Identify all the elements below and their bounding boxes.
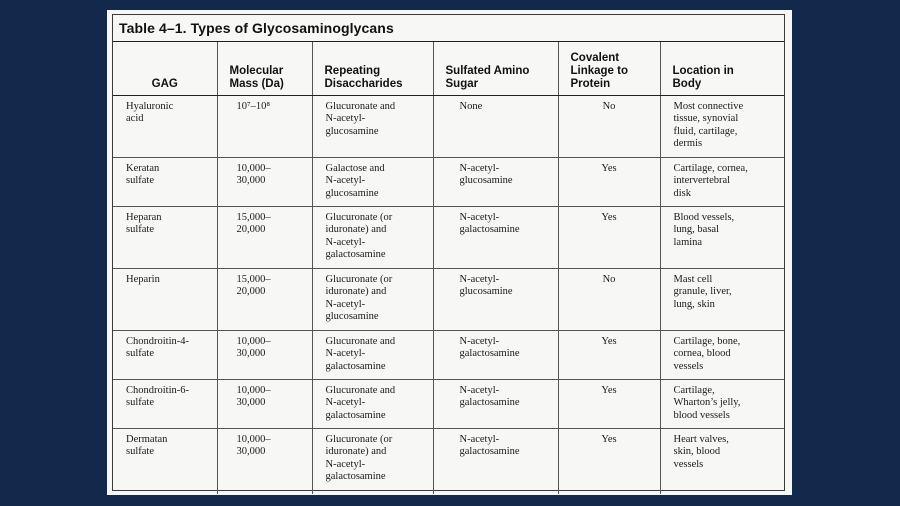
cell-molecular-mass: 10,000– 30,000 bbox=[217, 379, 312, 428]
cell-repeating-disaccharides: Galactose and N-acetyl- glucosamine bbox=[312, 157, 433, 206]
cell-sulfated-amino-sugar: N-acetyl- galactosamine bbox=[433, 428, 558, 494]
table-row bbox=[113, 157, 784, 206]
cell-covalent-linkage: Yes bbox=[558, 428, 660, 494]
table-row bbox=[113, 428, 784, 494]
cell-location: Mast cell granule, liver, lung, skin bbox=[660, 268, 784, 330]
cell-gag: Heparan sulfate bbox=[113, 206, 217, 268]
slide-page bbox=[107, 10, 792, 495]
cell-covalent-linkage: Yes bbox=[558, 330, 660, 379]
cell-sulfated-amino-sugar: N-acetyl- galactosamine bbox=[433, 206, 558, 268]
cell-molecular-mass: 15,000– 20,000 bbox=[217, 206, 312, 268]
cell-covalent-linkage: Yes bbox=[558, 379, 660, 428]
table-row bbox=[113, 206, 784, 268]
cell-repeating-disaccharides: Glucuronate (or iduronate) and N-acetyl- galactosamine bbox=[312, 428, 433, 494]
cell-molecular-mass: 10,000– 30,000 bbox=[217, 157, 312, 206]
cell-sulfated-amino-sugar: None bbox=[433, 95, 558, 157]
table-frame bbox=[112, 14, 785, 491]
cell-location: Blood vessels, lung, basal lamina bbox=[660, 206, 784, 268]
cell-gag: Chondroitin-6- sulfate bbox=[113, 379, 217, 428]
cell-gag: Hyaluronic acid bbox=[113, 95, 217, 157]
cell-gag: Heparin bbox=[113, 268, 217, 330]
cell-sulfated-amino-sugar: N-acetyl- galactosamine bbox=[433, 330, 558, 379]
cell-sulfated-amino-sugar: N-acetyl- glucosamine bbox=[433, 268, 558, 330]
cell-gag: Keratan sulfate bbox=[113, 157, 217, 206]
cell-molecular-mass: 10,000– 30,000 bbox=[217, 428, 312, 494]
header-covalent-linkage: Covalent Linkage to Protein bbox=[558, 42, 660, 95]
table-row bbox=[113, 379, 784, 428]
title-bar bbox=[113, 15, 784, 42]
cell-location: Cartilage, cornea, intervertebral disk bbox=[660, 157, 784, 206]
gag-table bbox=[113, 42, 784, 494]
cell-repeating-disaccharides: Glucuronate and N-acetyl- galactosamine bbox=[312, 379, 433, 428]
header-molecular-mass: Molecular Mass (Da) bbox=[217, 42, 312, 95]
table-row bbox=[113, 95, 784, 157]
cell-location: Heart valves, skin, blood vessels bbox=[673, 433, 729, 470]
cell-repeating-disaccharides: Glucuronate and N-acetyl- glucosamine bbox=[312, 95, 433, 157]
cell-repeating-disaccharides: Glucuronate (or iduronate) and N-acetyl- galactosamine bbox=[312, 206, 433, 268]
cell-molecular-mass: 10⁷–10⁸ bbox=[217, 95, 312, 157]
cell-location: Cartilage, bone, cornea, blood vessels bbox=[660, 330, 784, 379]
cell-location: Most connective tissue, synovial fluid, cartilage, dermis bbox=[660, 95, 784, 157]
cell-molecular-mass: 15,000– 20,000 bbox=[217, 268, 312, 330]
header-location: Location in Body bbox=[660, 42, 784, 95]
table-body bbox=[113, 95, 784, 494]
header-row bbox=[113, 42, 784, 95]
header-gag: GAG bbox=[113, 42, 217, 95]
cell-molecular-mass: 10,000– 30,000 bbox=[217, 330, 312, 379]
cell-covalent-linkage: No bbox=[558, 95, 660, 157]
cell-repeating-disaccharides: Glucuronate (or iduronate) and N-acetyl- glucosamine bbox=[312, 268, 433, 330]
cell-gag: Dermatan sulfate bbox=[113, 428, 217, 494]
cell-gag: Chondroitin-4- sulfate bbox=[113, 330, 217, 379]
table-title: Table 4–1. Types of Glycosaminoglycans bbox=[119, 20, 394, 36]
cell-sulfated-amino-sugar: N-acetyl- galactosamine bbox=[433, 379, 558, 428]
header-repeating-disaccharides: Repeating Disaccharides bbox=[312, 42, 433, 95]
cell-covalent-linkage: No bbox=[558, 268, 660, 330]
header-sulfated-amino-sugar: Sulfated Amino Sugar bbox=[433, 42, 558, 95]
cell-location: Cartilage, Wharton’s jelly, blood vessels bbox=[660, 379, 784, 428]
cell-sulfated-amino-sugar: N-acetyl- glucosamine bbox=[433, 157, 558, 206]
cell-repeating-disaccharides: Glucuronate and N-acetyl- galactosamine bbox=[312, 330, 433, 379]
cell-covalent-linkage: Yes bbox=[558, 206, 660, 268]
table-row bbox=[113, 330, 784, 379]
table-row bbox=[113, 268, 784, 330]
cell-covalent-linkage: Yes bbox=[558, 157, 660, 206]
